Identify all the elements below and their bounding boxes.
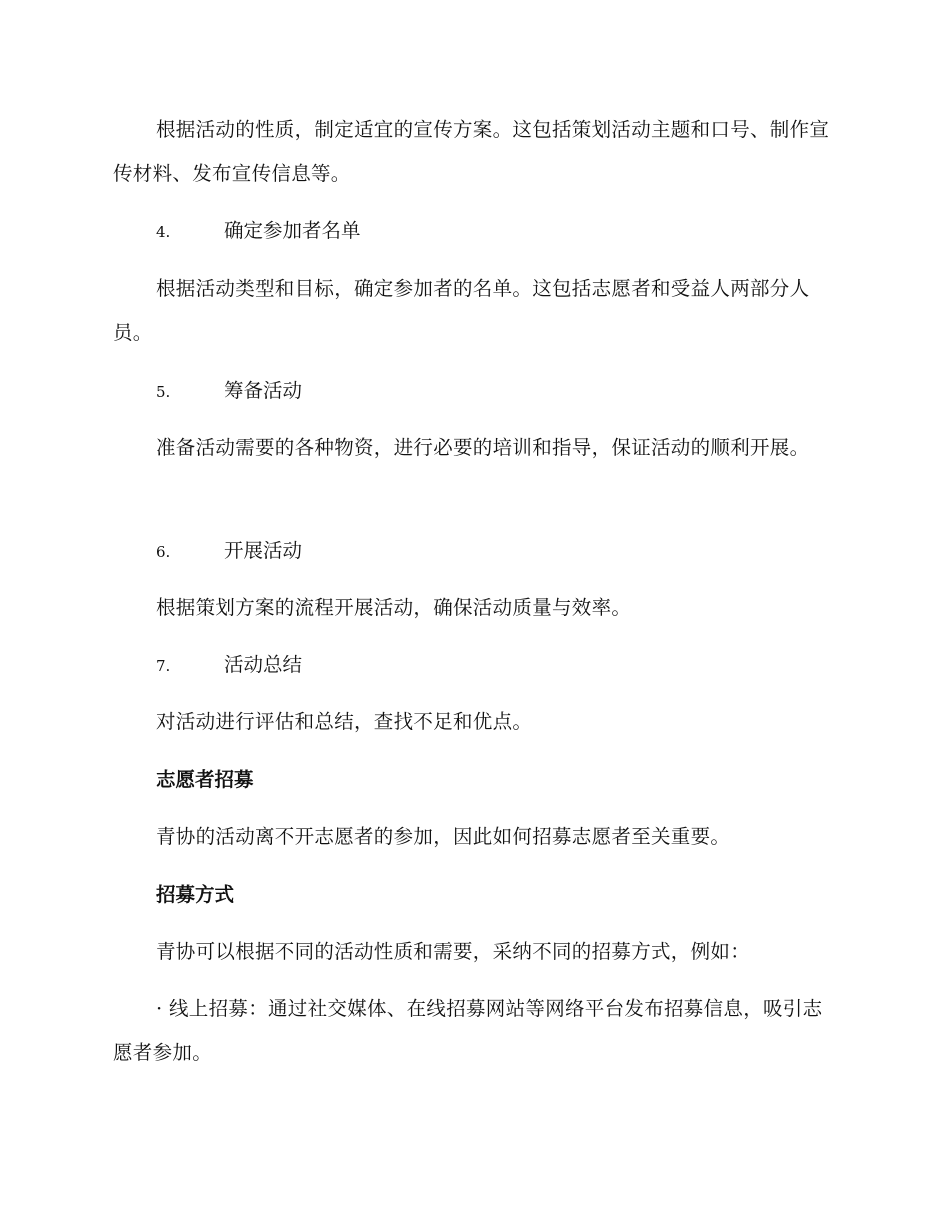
list-item-6 <box>156 537 302 566</box>
list-item-title: 筹备活动 <box>224 379 303 402</box>
section-heading-volunteer-recruitment: 志愿者招募 <box>156 768 254 791</box>
list-item-7 <box>156 651 302 680</box>
list-item-title: 活动总结 <box>224 653 303 676</box>
paragraph-volunteer-importance: 青协的活动离不开志愿者的参加，因此如何招募志愿者至关重要。 <box>156 825 731 848</box>
bullet-online-recruitment: · 线上招募：通过社交媒体、在线招募网站等网络平台发布招募信息，吸引志愿者参加。 <box>113 997 823 1064</box>
paragraph-preparation: 准备活动需要的各种物资，进行必要的培训和指导，保证活动的顺利开展。 <box>156 436 810 459</box>
paragraph-execution: 根据策划方案的流程开展活动，确保活动质量与效率。 <box>156 596 632 619</box>
list-item-4 <box>156 217 361 246</box>
list-number: 7. <box>156 657 171 675</box>
list-number: 5. <box>156 383 171 401</box>
section-heading-recruitment-methods: 招募方式 <box>156 883 235 906</box>
list-item-title: 确定参加者名单 <box>224 219 361 242</box>
list-item-5 <box>156 377 302 406</box>
paragraph-participants: 根据活动类型和目标，确定参加者的名单。这包括志愿者和受益人两部分人员。 <box>113 277 810 344</box>
list-number: 4. <box>156 223 171 241</box>
paragraph-recruitment-intro: 青协可以根据不同的活动性质和需要，采纳不同的招募方式，例如： <box>156 940 751 963</box>
list-number: 6. <box>156 543 171 561</box>
paragraph-publicity-plan: 根据活动的性质，制定适宜的宣传方案。这包括策划活动主题和口号、制作宣传材料、发布宣传信息等。 <box>113 118 830 185</box>
list-item-title: 开展活动 <box>224 539 303 562</box>
paragraph-summary: 对活动进行评估和总结，查找不足和优点。 <box>156 710 533 733</box>
